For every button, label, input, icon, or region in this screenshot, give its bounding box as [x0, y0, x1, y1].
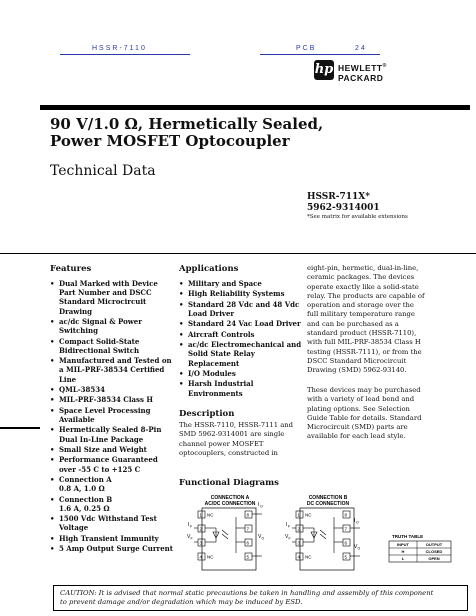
title-rule	[40, 105, 470, 110]
caution-line-1: CAUTION: It is advised that normal static precautions be taken in handling and assembly of this component	[60, 589, 434, 597]
feature-item-line: • QML-38534	[59, 384, 106, 394]
features-heading: Features	[50, 264, 92, 274]
description-line: channel power MOSFET	[179, 439, 264, 448]
application-item	[179, 300, 304, 318]
svg-text:3: 3	[297, 540, 301, 546]
brand-name	[338, 61, 387, 83]
svg-text:8: 8	[246, 512, 250, 518]
feature-item-line: • ac/dc Signal & Power	[59, 317, 142, 326]
svg-text:6: 6	[344, 540, 348, 546]
feature-item	[50, 406, 175, 424]
application-item-line: Load Driver	[188, 308, 235, 318]
feature-item	[50, 495, 175, 513]
feature-item-line: • High Transient Immunity	[59, 533, 159, 543]
application-item-line: • Military and Space	[188, 279, 262, 288]
part-number-block	[307, 192, 380, 214]
feature-item	[50, 544, 175, 553]
feature-item	[50, 514, 175, 532]
feature-item-line: Standard Microcircuit	[59, 297, 147, 307]
header-rule-right	[260, 54, 380, 55]
svg-text:O: O	[357, 546, 361, 551]
svg-text:I: I	[354, 518, 356, 524]
conn-b-title: CONNECTION B	[308, 495, 348, 501]
description-line: and can be purchased as a	[307, 319, 399, 328]
connection-a-diagram	[187, 495, 265, 570]
feature-item-line: • Hermetically Sealed 8-Pin	[59, 425, 162, 435]
applications-heading: Applications	[179, 264, 239, 274]
brand-line1: HEWLETT	[338, 62, 383, 73]
application-item-line: • Standard 28 Vdc and 48 Vdc	[188, 299, 300, 309]
feature-item-line: Available	[59, 414, 95, 424]
feature-item-line: Line	[59, 374, 77, 384]
feature-item	[50, 279, 175, 316]
caution-line-2: to prevent damage and/or degradation which may be induced by ESD.	[60, 598, 303, 606]
truth-table-cell: L	[401, 556, 405, 561]
application-item	[179, 330, 304, 339]
description-line: These devices may be purchased	[307, 386, 421, 394]
description-line: with a variety of lead bend and	[307, 395, 415, 404]
description-line: with full MIL-PRF-38534 Class H	[307, 338, 421, 347]
feature-item-line: • Small Size and Weight	[59, 444, 147, 454]
conn-a-title: CONNECTION A	[210, 495, 250, 501]
description-paragraph-cont	[307, 264, 472, 376]
application-item-line: Solid State Relay	[188, 349, 255, 359]
truth-table-title: TRUTH TABLE	[392, 534, 424, 539]
svg-text:I: I	[286, 522, 288, 528]
svg-text:V: V	[285, 534, 289, 540]
truth-table-cell: H	[401, 549, 405, 554]
feature-item	[50, 337, 175, 355]
feature-item-line: • Space Level Processing	[59, 405, 151, 415]
description-line: operation and storage over the	[307, 301, 414, 310]
description-line: full military temperature range	[307, 310, 415, 319]
svg-text:V: V	[354, 544, 358, 550]
esd-caution-box	[53, 585, 468, 611]
feature-item-line: Drawing	[59, 306, 92, 316]
description-line: eight-pin, hermetic, dual-in-line,	[307, 264, 419, 272]
svg-text:4: 4	[199, 554, 203, 560]
feature-item	[50, 356, 175, 384]
application-item-line: Environments	[188, 388, 243, 398]
feature-item-line: • MIL-PRF-38534 Class H	[59, 395, 153, 405]
description-line: DSCC Standard Microcircuit	[307, 356, 407, 365]
svg-text:O: O	[261, 536, 265, 541]
svg-text:5: 5	[344, 554, 348, 560]
application-item	[179, 369, 304, 378]
feature-item-line: • Compact Solid-State	[59, 336, 140, 346]
conn-a-subtitle: AC/DC CONNECTION	[204, 501, 256, 507]
svg-text:F: F	[288, 524, 291, 529]
description-line: testing (HSSR-7111), or from the	[307, 347, 422, 356]
description-line: operate exactly like a solid-state	[307, 282, 419, 291]
svg-text:2: 2	[297, 526, 301, 532]
feature-item	[50, 317, 175, 335]
svg-text:4: 4	[297, 554, 301, 560]
feature-item	[50, 385, 175, 394]
svg-text:O: O	[260, 504, 263, 509]
functional-diagrams	[178, 492, 470, 576]
svg-text:1: 1	[199, 512, 203, 518]
feature-item	[50, 455, 175, 473]
feature-item-line: • Dual Marked with Device	[59, 279, 158, 288]
description-line: optocouplers, constructed in	[179, 448, 278, 457]
feature-item-line: over -55 C to +125 C	[59, 464, 141, 474]
feature-item-line: • 1500 Vdc Withstand Test	[59, 514, 157, 524]
section-rule	[0, 253, 476, 254]
svg-text:NC: NC	[305, 554, 312, 560]
svg-text:6: 6	[246, 540, 250, 546]
svg-text:F: F	[190, 524, 193, 529]
feature-item-line: • Manufactured and Tested on	[59, 356, 172, 366]
description-paragraph-start	[179, 421, 304, 458]
application-item-line: • Harsh Industrial	[188, 379, 254, 389]
page-subtitle: Technical Data	[50, 163, 156, 179]
description-line: Guide Table for details. Standard	[307, 413, 422, 422]
feature-item-line: Switching	[59, 326, 98, 336]
description-line: Drawing (SMD) 5962-93140.	[307, 366, 407, 375]
functional-diagrams-heading: Functional Diagrams	[179, 478, 279, 488]
description-line: ceramic packages. The devices	[307, 273, 415, 282]
description-heading: Description	[179, 409, 235, 419]
feature-item	[50, 475, 175, 493]
application-item-line: • ac/dc Electromechanical and	[188, 340, 302, 350]
description-line: available for each lead style.	[307, 432, 406, 441]
application-item-line: • High Reliability Systems	[188, 289, 285, 299]
svg-text:NC: NC	[207, 512, 214, 518]
hp-logo-icon: hp	[314, 60, 334, 80]
svg-text:I: I	[188, 522, 190, 528]
truth-table-cell: OPEN	[428, 556, 440, 561]
part-number-note: *See matrix for available extensions	[307, 214, 408, 220]
feature-item-line: Bidirectional Switch	[59, 345, 140, 355]
truth-table	[389, 534, 451, 562]
application-item	[179, 289, 304, 298]
feature-item-line: Dual In-Line Package	[59, 434, 144, 444]
svg-text:3: 3	[199, 540, 203, 546]
brand-line2: PACKARD	[338, 72, 384, 83]
truth-table-cell: CLOSED	[425, 549, 443, 554]
registered-mark: ®	[382, 63, 387, 69]
svg-text:NC: NC	[207, 554, 214, 560]
svg-text:NC: NC	[305, 512, 312, 518]
page-title: 90 V/1.0 Ω, Hermetically Sealed, Power MOSFET Optocoupler	[50, 115, 324, 150]
svg-text:V: V	[187, 534, 191, 540]
feature-item-line: • Performance Guaranteed	[59, 455, 158, 465]
description-line: relay. The products are capable of	[307, 291, 425, 300]
feature-item-line: Voltage	[59, 523, 89, 533]
description-line: SMD 5962-9314001 are single	[179, 430, 285, 439]
application-item-line: • I/O Modules	[188, 368, 236, 378]
description-line: The HSSR-7110, HSSR-7111 and	[179, 421, 294, 429]
feature-item-line: • 5 Amp Output Surge Current	[59, 544, 173, 554]
application-item-line: Replacement	[188, 358, 240, 368]
svg-text:O: O	[356, 520, 359, 525]
feature-item	[50, 395, 175, 404]
description-line: standard product (HSSR-7110),	[307, 329, 417, 338]
svg-text:F: F	[288, 536, 291, 541]
truth-table-header-output: OUTPUT	[425, 542, 443, 547]
margin-bar	[0, 427, 40, 429]
application-item-line: • Standard 24 Vac Load Driver	[188, 319, 301, 329]
description-line: plating options. See Selection	[307, 404, 410, 413]
header-page-number: 24	[355, 45, 367, 52]
svg-text:5: 5	[246, 554, 250, 560]
truth-table-header-input: INPUT	[397, 542, 409, 547]
feature-item-line: • Connection A	[59, 474, 112, 484]
svg-text:8: 8	[344, 512, 348, 518]
application-item	[179, 340, 304, 368]
description-paragraph-options	[307, 386, 472, 442]
feature-item-line: Part Number and DSCC	[59, 288, 152, 298]
header-rule-left	[60, 54, 190, 55]
description-line: Microcircuit (SMD) parts are	[307, 423, 408, 432]
connection-b-diagram	[285, 495, 361, 570]
feature-item	[50, 534, 175, 543]
svg-text:7: 7	[344, 526, 348, 532]
feature-item-line: 1.6 A, 0.25 Ω	[59, 503, 110, 513]
header-pcb-code: PCB	[296, 45, 317, 52]
svg-text:F: F	[190, 536, 193, 541]
applications-list	[179, 279, 304, 399]
svg-text:1: 1	[297, 512, 301, 518]
svg-text:I: I	[258, 502, 260, 508]
feature-item-line: a MIL-PRF-38534 Certified	[59, 365, 165, 375]
svg-text:7: 7	[246, 526, 250, 532]
svg-text:V: V	[258, 534, 262, 540]
conn-b-subtitle: DC CONNECTION	[306, 501, 350, 507]
feature-item	[50, 425, 175, 443]
application-item-line: • Aircraft Controls	[188, 329, 255, 339]
feature-item	[50, 445, 175, 454]
application-item	[179, 379, 304, 397]
feature-item-line: • Connection B	[59, 494, 113, 504]
application-item	[179, 319, 304, 328]
part-number: HSSR-711X*	[307, 192, 370, 202]
feature-item-line: 0.8 A, 1.0 Ω	[59, 484, 105, 494]
header-doc-code: HSSR-7110	[92, 45, 147, 52]
features-list	[50, 279, 175, 555]
svg-text:2: 2	[199, 526, 203, 532]
application-item	[179, 279, 304, 288]
dscc-number: 5962-9314001	[307, 203, 380, 213]
